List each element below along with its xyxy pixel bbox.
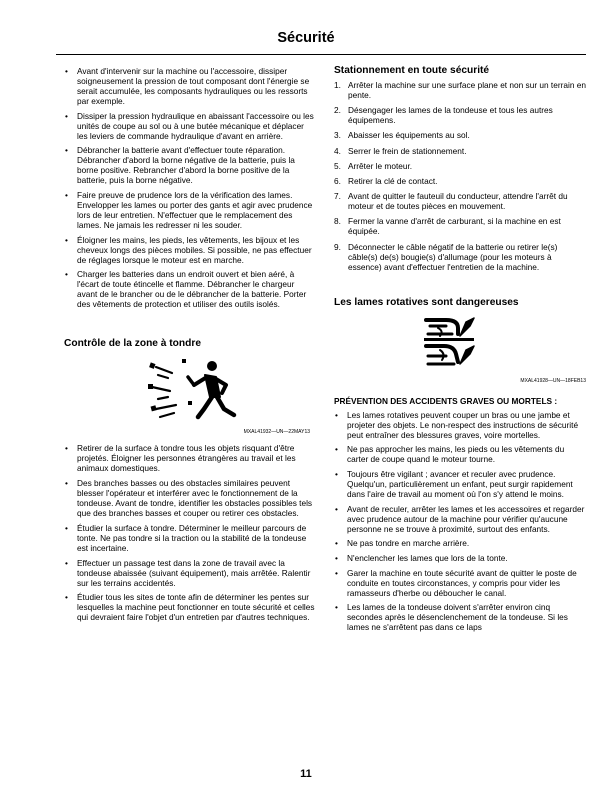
blade-hazard-icon	[334, 314, 586, 372]
list-item: • Des branches basses ou des obstacles similaires peuvent blesser l'opérateur et interférer avec le fonctionnement de la tondeuse. Avant de tondre, identifier les obstacles possibles tels que des branches basses et couper ou retirer ces obstacles.	[64, 478, 316, 518]
blade-safety-list	[334, 410, 586, 633]
list-item: • N'enclencher les lames que lors de la tonte.	[334, 553, 586, 563]
figure-caption: MXAL41928—UN—18FEB13	[520, 377, 586, 384]
list-item: 1. Arrêter la machine sur une surface plane et non sur un terrain en pente.	[334, 80, 586, 100]
list-item: 3. Abaisser les équipements au sol.	[334, 130, 470, 141]
blade-hazard-figure	[334, 314, 586, 384]
title-rule	[56, 54, 586, 55]
page-title: Sécurité	[277, 30, 335, 46]
list-item: • Ne pas approcher les mains, les pieds ou les vêtements du carter de coupe quand le moteur tourne.	[334, 444, 586, 464]
list-item: • Toujours être vigilant ; avancer et reculer avec prudence. Quelqu'un, particulièrement un enfant, peut surgir rapidement dans l'aire de travail au moment où l'on s'y attend le moins.	[334, 469, 586, 499]
page-number: 11	[300, 768, 312, 780]
list-item: • Faire preuve de prudence lors de la vérification des lames. Envelopper les lames ou porter des gants et agir avec prudence lors de leur entretien. N'effectuer que le remplacement des lames. Ne jamais les redresser ni les souder.	[64, 190, 316, 230]
section-heading-stationnement: Stationnement en toute sécurité	[334, 65, 490, 76]
list-item: 6. Retirer la clé de contact.	[334, 175, 438, 186]
thrown-object-figure	[64, 353, 316, 437]
list-item: • Étudier tous les sites de tonte afin de déterminer les pentes sur lesquelles la machine peut fonctionner en toute sécurité et celles qui devraient faire l'objet d'un entretien par d'autres techniques.	[64, 592, 316, 622]
list-item: • Avant de reculer, arrêter les lames et les accessoires et regarder avec prudence autour de la machine pour vérifier qu'aucune personne ne se trouve à proximité, surtout des enfants.	[334, 504, 586, 534]
list-item: • Retirer de la surface à tondre tous les objets risquant d'être projetés. Éloigner les personnes étrangères au travail et les animaux domestiques.	[64, 443, 316, 473]
figure-caption: MXAL41932—UN—22MAY13	[243, 429, 310, 436]
list-item: • Les lames rotatives peuvent couper un bras ou une jambe et projeter des objets. Le non-respect des instructions de sécurité peut entraîner des blessures graves, voire mortelles.	[334, 410, 586, 440]
controle-list	[64, 443, 316, 622]
left-column	[64, 66, 316, 627]
general-safety-list	[64, 66, 316, 309]
list-item: 5. Arrêter le moteur.	[334, 160, 413, 171]
list-item: • Charger les batteries dans un endroit ouvert et bien aéré, à l'écart de toute étincelle et flamme. Débrancher le chargeur avant de le brancher ou de le débrancher de la batterie. Porter des vêtements de protection et utiliser des outils isolés.	[64, 269, 316, 309]
list-item: 8. Fermer la vanne d'arrêt de carburant, si la machine en est équipée.	[334, 216, 561, 237]
list-item: 4. Serrer le frein de stationnement.	[334, 145, 467, 156]
list-item: 9. Déconnecter le câble négatif de la batterie ou retirer le(s) câble(s) de(s) bougie(s) d'allumage (pour les moteurs à essence) avant d'effectuer l'entretien de la machine.	[334, 241, 558, 272]
list-item: • Ne pas tondre en marche arrière.	[334, 538, 586, 548]
list-item: 2. Désengager les lames de la tondeuse et tous les autres équipemens.	[334, 105, 553, 126]
list-item: • Effectuer un passage test dans la zone de travail avec la tondeuse abaissée (suivant équipement), mais arrêtée. Ralentir sur les terrains accidentés.	[64, 558, 316, 588]
right-column	[334, 66, 586, 637]
section-heading-lames: Les lames rotatives sont dangereuses	[334, 296, 519, 308]
list-item: 7. Avant de quitter le fauteuil du conducteur, attendre l'arrêt du moteur et de toutes pièces en mouvement.	[334, 191, 568, 212]
parking-steps-list	[334, 80, 586, 272]
list-item: • Garer la machine en toute sécurité avant de quitter le poste de conduite en toutes circonstances, y compris pour vider les ramasseurs d'herbe ou déboucher le canal.	[334, 568, 586, 598]
prevention-heading: PRÉVENTION DES ACCIDENTS GRAVES OU MORTELS :	[334, 395, 558, 406]
list-item: • Dissiper la pression hydraulique en abaissant l'accessoire ou les unités de coupe au sol ou à une butée mécanique et déplacer les leviers de commande hydraulique d'avant en arrière.	[64, 111, 316, 141]
list-item: • Les lames de la tondeuse doivent s'arrêter environ cinq secondes après le désenclenchement de la tondeuse. Si les lames ne s'arrêtent pas dans ce laps	[334, 602, 586, 632]
section-heading-controle: Contrôle de la zone à tondre	[64, 338, 201, 350]
list-item: • Débrancher la batterie avant d'effectuer toute réparation. Débrancher d'abord la borne négative de la batterie, puis la borne positive. Rebrancher d'abord la borne positive de la batterie, puis la borne négative.	[64, 145, 316, 185]
list-item: • Avant d'intervenir sur la machine ou l'accessoire, dissiper soigneusement la pression de tout composant dont l'énergie se serait accumulée, les composants hydrauliques ou les ressorts par exemple.	[64, 66, 316, 106]
thrown-object-warning-icon	[64, 353, 316, 425]
list-item: • Étudier la surface à tondre. Déterminer le meilleur parcours de tonte. Ne pas tondre si la traction ou la stabilité de la tondeuse est incertaine.	[64, 523, 316, 553]
list-item: • Éloigner les mains, les pieds, les vêtements, les bijoux et les cheveux longs des pièces mobiles. Si possible, ne pas effectuer de réglages lorsque le moteur est en marche.	[64, 235, 316, 265]
